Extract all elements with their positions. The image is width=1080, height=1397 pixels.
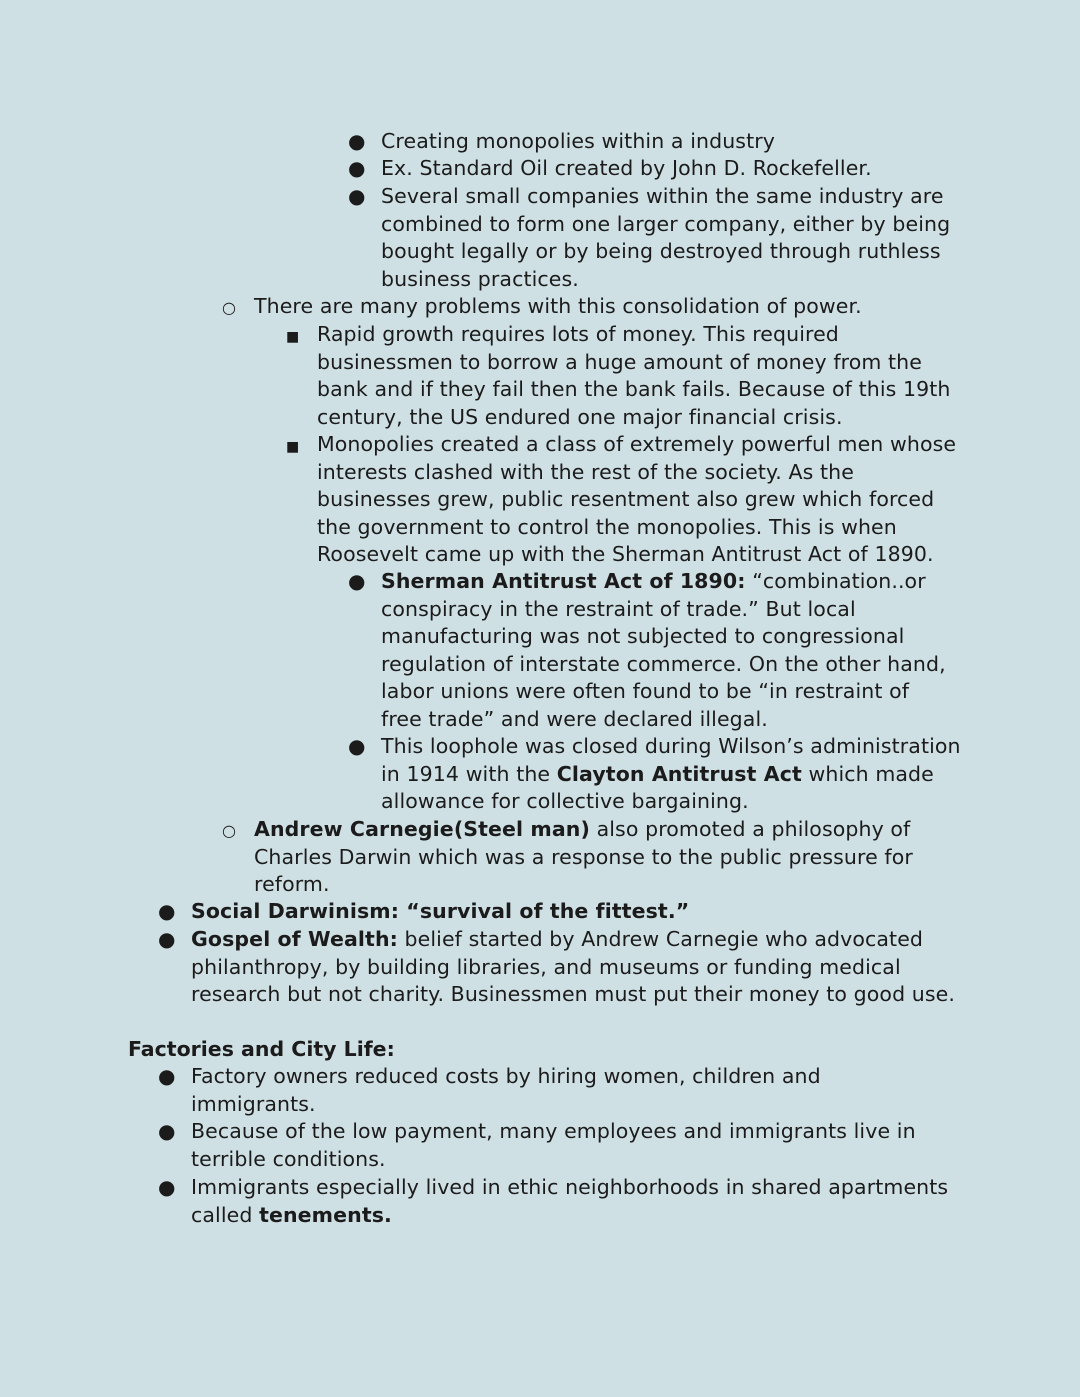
note-monopolies: Creating monopolies within a industry (381, 129, 775, 153)
note-gospel-of-wealth (191, 926, 961, 1009)
note-standard-oil: Ex. Standard Oil created by John D. Rockefeller. (381, 156, 872, 180)
bullet-square-icon (286, 321, 299, 352)
note-rapid-growth: Rapid growth requires lots of money. This required businessmen to borrow a huge amount of money from the bank and if they fail then the bank fails. Because of this 19th century, the US endured one major financial crisis. (317, 322, 951, 429)
note-carnegie (254, 816, 944, 899)
sherman-text: “combination..or conspiracy in the restraint of trade.” But local manufacturing was not subjected to congressional regulation of interstate commerce. On the other hand, labor unions were often found to be “in restraint of free trade” and were declared illegal. (381, 569, 946, 731)
bullet-disc-icon (158, 1063, 175, 1091)
bullet-disc-icon (348, 733, 365, 761)
gospel-text: belief started by Andrew Carnegie who advocated philanthropy, by building libraries, and museums or funding medical research but not charity. Businessmen must put their money to good use. (191, 927, 955, 1006)
note-clayton-act (381, 733, 961, 816)
bullet-disc-icon (158, 1174, 175, 1202)
note-social-darwinism (191, 898, 971, 926)
bullet-disc-icon (348, 568, 365, 596)
tenements-pre: Immigrants especially lived in ethic neighborhoods in shared apartments called (191, 1175, 949, 1227)
carnegie-text: also promoted a philosophy of Charles Darwin which was a response to the public pressure for reform. (254, 817, 913, 896)
note-factory-owners: Factory owners reduced costs by hiring women, children and immigrants. (191, 1064, 821, 1116)
factories-heading: Factories and City Life: (128, 1037, 395, 1061)
note-low-payment: Because of the low payment, many employees and immigrants live in terrible conditions. (191, 1119, 916, 1171)
bullet-circle-icon (222, 816, 236, 845)
sherman-term: Sherman Antitrust Act of 1890: (381, 569, 746, 593)
bullet-circle-icon (222, 293, 236, 322)
bullet-disc-icon (158, 926, 175, 954)
note-problems: There are many problems with this consolidation of power. (254, 294, 862, 318)
clayton-post: which made allowance for collective bargaining. (381, 761, 934, 813)
bullet-disc-icon (158, 1118, 175, 1146)
note-sherman-act (381, 568, 951, 733)
note-monopoly-power: Monopolies created a class of extremely powerful men whose interests clashed with the rest of the society. As the businesses grew, public resentment also grew which forced the government to control the monopolies. This is when Roosevelt came up with the Sherman Antitrust Act of 1890. (317, 432, 957, 566)
bullet-disc-icon (348, 183, 365, 211)
clayton-term: Clayton Antitrust Act (556, 761, 802, 786)
bullet-disc-icon (158, 898, 175, 926)
note-tenements (191, 1174, 971, 1229)
tenements-term: tenements. (259, 1202, 392, 1227)
bullet-disc-icon (348, 155, 365, 183)
carnegie-term: Andrew Carnegie(Steel man) (254, 817, 590, 841)
bullet-disc-icon (348, 128, 365, 156)
note-consolidation: Several small companies within the same industry are combined to form one larger company, either by being bought legally or by being destroyed through ruthless business practices. (381, 184, 951, 291)
bullet-square-icon (286, 431, 299, 462)
clayton-pre: This loophole was closed during Wilson’s administration in 1914 with the (381, 734, 961, 786)
social-darwinism-text: Social Darwinism: “survival of the fittest.” (191, 899, 690, 923)
gospel-term: Gospel of Wealth: (191, 927, 398, 951)
